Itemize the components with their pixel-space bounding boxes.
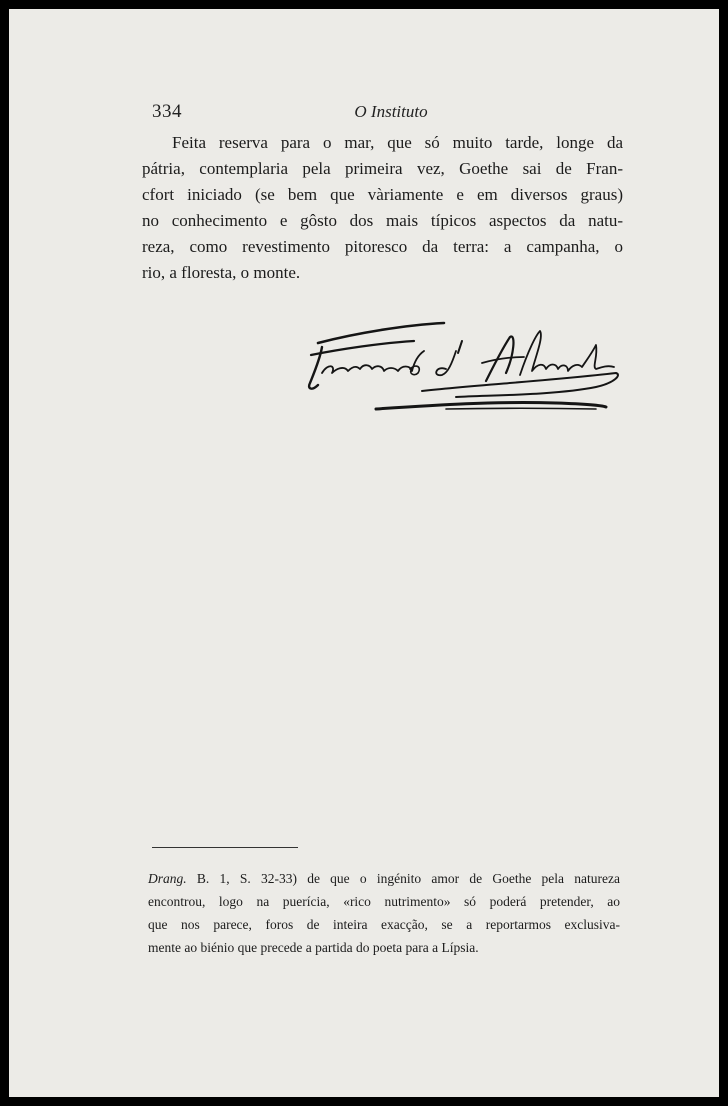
page-header xyxy=(152,101,630,125)
body-line: cfort iniciado (se bem que vàriamente e em diversos graus) xyxy=(142,185,623,204)
running-title: O Instituto xyxy=(354,102,428,121)
footnote-italic-lead: Drang. xyxy=(148,871,187,886)
handwritten-signature xyxy=(296,311,626,415)
footnote-line-text: B. 1, S. 32-33) de que o ingénito amor de Goethe pela natureza xyxy=(186,871,620,886)
body-line: pátria, contemplaria pela primeira vez, Goethe sai de Fran- xyxy=(142,159,623,178)
page-number: 334 xyxy=(152,101,182,122)
footnote-line: que nos parece, foros de inteira exacção, se a reportarmos exclusiva- xyxy=(148,917,620,932)
body-line: reza, como revestimento pitoresco da terra: a campanha, o xyxy=(142,237,623,256)
body-line: no conhecimento e gôsto dos mais típicos aspectos da natu- xyxy=(142,211,623,230)
body-line: Feita reserva para o mar, que só muito tarde, longe da xyxy=(172,133,623,152)
scanned-page xyxy=(9,9,719,1097)
footnote-line xyxy=(148,867,620,890)
body-line: rio, a floresta, o monte. xyxy=(142,263,301,282)
footnote-divider xyxy=(152,847,298,848)
footnote-line: encontrou, logo na puerícia, «rico nutrimento» só poderá pretender, ao xyxy=(148,894,620,909)
footnote-line: mente ao biénio que precede a partida do poeta para a Lípsia. xyxy=(148,940,479,955)
body-paragraph xyxy=(142,130,623,286)
footnote xyxy=(148,867,620,959)
